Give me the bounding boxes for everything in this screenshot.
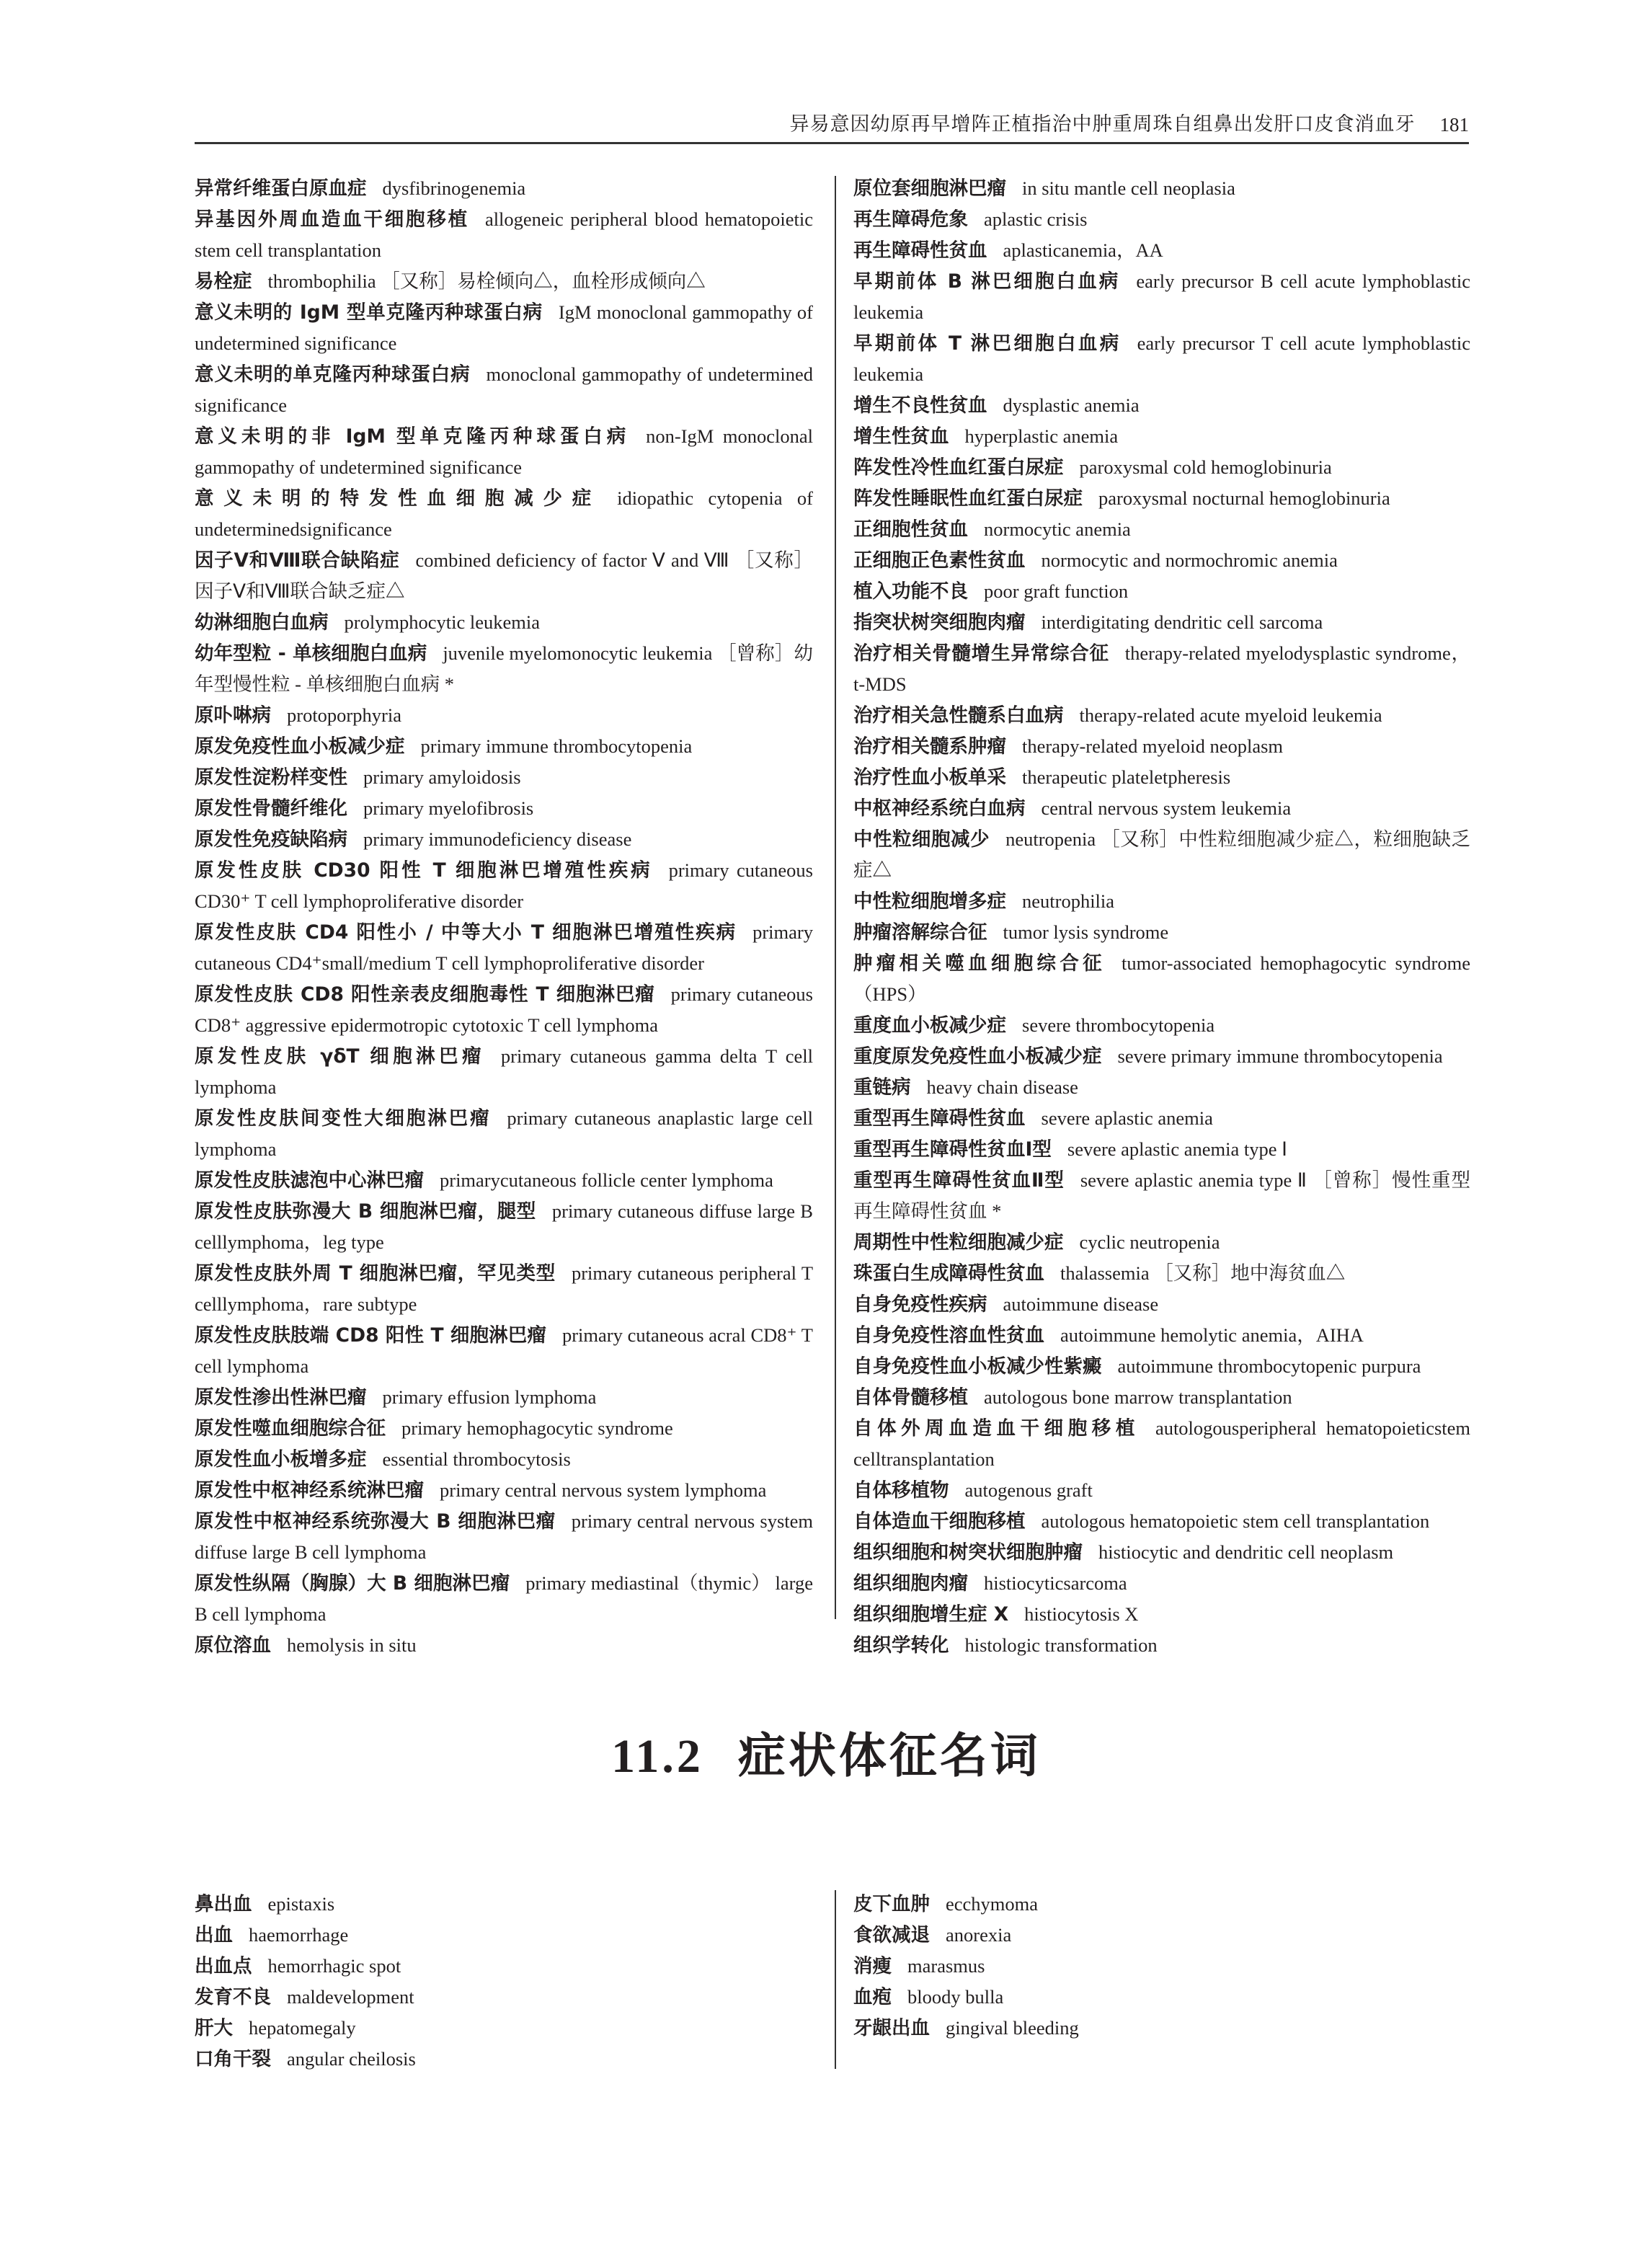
term-english: primary central nervous system diffuse large B cell lymphoma <box>195 1510 813 1563</box>
term-english: protoporphyria <box>287 704 401 726</box>
glossary-entry <box>853 917 1470 948</box>
glossary-entry <box>853 1103 1470 1134</box>
term-english: paroxysmal cold hemoglobinuria <box>1079 456 1332 478</box>
term-chinese: 原发性皮肤间变性大细胞淋巴瘤 <box>195 1107 492 1130</box>
term-english: severe thrombocytopenia <box>1022 1014 1215 1036</box>
term-chinese: 重度血小板减少症 <box>853 1014 1006 1037</box>
term-chinese: 原发性皮肤 CD4 阳性小 / 中等大小 T 细胞淋巴增殖性疾病 <box>195 921 737 944</box>
term-chinese: 发育不良 <box>195 1986 271 2008</box>
term-chinese: 植入功能不良 <box>853 580 968 603</box>
term-english: combined deficiency of factor Ⅴ and Ⅷ ［又称］因子Ⅴ和Ⅷ联合缺乏症△ <box>195 549 814 602</box>
term-chinese: 早期前体 B 淋巴细胞白血病 <box>853 270 1121 293</box>
term-english: monoclonal gammopathy of undetermined significance <box>195 363 814 416</box>
term-english: in situ mantle cell neoplasia <box>1022 177 1235 199</box>
term-english: therapy-related acute myeloid leukemia <box>1079 704 1382 726</box>
term-english: severe aplastic anemia type Ⅱ ［曾称］慢性重型再生障碍性贫血 * <box>853 1169 1470 1222</box>
column-divider <box>835 176 836 1619</box>
term-chinese: 再生障碍性贫血 <box>853 239 987 262</box>
glossary-entry <box>195 917 813 979</box>
glossary-entry <box>195 1041 813 1103</box>
term-chinese: 中性粒细胞减少 <box>853 828 990 851</box>
glossary-entry <box>853 390 1470 421</box>
term-chinese: 阵发性冷性血红蛋白尿症 <box>853 456 1064 479</box>
term-chinese: 组织细胞和树突状细胞肿瘤 <box>853 1541 1083 1564</box>
term-english: aplasticanemia，AA <box>1003 239 1163 261</box>
glossary-entry <box>853 235 1470 266</box>
term-english: severe aplastic anemia <box>1041 1107 1213 1129</box>
term-english: prolymphocytic leukemia <box>344 611 541 633</box>
term-chinese: 因子Ⅴ和Ⅷ联合缺陷症 <box>195 549 400 572</box>
glossary-entry <box>853 1951 1470 1982</box>
term-chinese: 原发性中枢神经系统淋巴瘤 <box>195 1479 424 1502</box>
term-english: thalassemia ［又称］地中海贫血△ <box>1060 1262 1346 1284</box>
term-chinese: 自体骨髓移植 <box>853 1386 968 1409</box>
term-english: gingival bleeding <box>946 2017 1079 2039</box>
term-chinese: 组织学转化 <box>853 1634 949 1657</box>
term-chinese: 幼淋细胞白血病 <box>195 611 329 634</box>
term-english: thrombophilia ［又称］易栓倾向△，血栓形成倾向△ <box>267 270 706 292</box>
term-chinese: 指突状树突细胞肉瘤 <box>853 611 1026 634</box>
glossary-entry <box>853 1072 1470 1103</box>
term-english: bloody bulla <box>907 1986 1004 2008</box>
symptom-column-left <box>195 1889 813 2075</box>
glossary-entry <box>853 1258 1470 1289</box>
glossary-column-left <box>195 173 813 1661</box>
term-english: primary cutaneous anaplastic large cell lymphoma <box>195 1107 813 1160</box>
term-chinese: 原位套细胞淋巴瘤 <box>853 177 1006 200</box>
glossary-entry <box>195 1889 813 1920</box>
term-chinese: 皮下血肿 <box>853 1893 930 1915</box>
column-divider <box>835 1890 836 2069</box>
term-english: heavy chain disease <box>926 1076 1078 1098</box>
term-english: autoimmune disease <box>1003 1293 1159 1315</box>
glossary-entry <box>195 359 813 421</box>
running-header <box>195 107 1469 144</box>
glossary-entry <box>853 793 1470 824</box>
glossary-entry <box>195 1506 813 1568</box>
glossary-entry <box>195 1444 813 1475</box>
term-chinese: 自体外周血造血干细胞移植 <box>853 1417 1140 1440</box>
term-english: severe primary immune thrombocytopenia <box>1117 1045 1443 1067</box>
glossary-entry <box>853 1165 1470 1227</box>
term-chinese: 治疗相关急性髓系白血病 <box>853 704 1064 727</box>
term-chinese: 原发免疫性血小板减少症 <box>195 735 405 758</box>
term-english: interdigitating dendritic cell sarcoma <box>1041 611 1323 633</box>
glossary-entry <box>195 421 813 483</box>
glossary-entry <box>195 607 813 638</box>
term-english: maldevelopment <box>287 1986 414 2008</box>
term-chinese: 周期性中性粒细胞减少症 <box>853 1231 1064 1254</box>
term-english: histiocytosis X <box>1024 1603 1139 1625</box>
glossary-entry <box>853 204 1470 235</box>
term-chinese: 原发性皮肤 γδT 细胞淋巴瘤 <box>195 1045 485 1068</box>
term-english: early precursor B cell acute lymphoblastic leukemia <box>853 270 1471 323</box>
term-english: dysplastic anemia <box>1003 394 1140 416</box>
term-english: therapeutic plateletpheresis <box>1022 766 1231 788</box>
term-english: hyperplastic anemia <box>964 425 1119 447</box>
term-chinese: 重型再生障碍性贫血Ⅰ型 <box>853 1138 1052 1161</box>
glossary-entry <box>195 1475 813 1506</box>
glossary-entry <box>853 1413 1470 1475</box>
term-chinese: 自身免疫性溶血性贫血 <box>853 1324 1044 1347</box>
glossary-entry <box>853 173 1470 204</box>
glossary-entry <box>195 793 813 824</box>
glossary-entry <box>853 1320 1470 1351</box>
glossary-entry <box>195 638 813 700</box>
term-chinese: 中枢神经系统白血病 <box>853 797 1026 820</box>
term-english: primary immunodeficiency disease <box>363 828 632 850</box>
glossary-entry <box>853 731 1470 762</box>
term-english: haemorrhage <box>249 1924 349 1946</box>
term-english: histiocyticsarcoma <box>984 1572 1127 1594</box>
symptom-column-right <box>853 1889 1470 2044</box>
term-english: autologousperipheral hematopoieticstem celltransplantation <box>853 1417 1471 1470</box>
glossary-entry <box>853 1889 1470 1920</box>
term-chinese: 原发性骨髓纤维化 <box>195 797 347 820</box>
glossary-entry <box>195 1258 813 1320</box>
glossary-entry <box>853 266 1470 328</box>
glossary-entry <box>195 731 813 762</box>
page-number: 181 <box>1439 114 1469 136</box>
term-chinese: 原发性皮肤滤泡中心淋巴瘤 <box>195 1169 424 1192</box>
glossary-entry <box>853 1289 1470 1320</box>
term-chinese: 原发性免疫缺陷病 <box>195 828 347 851</box>
term-chinese: 重链病 <box>853 1076 911 1099</box>
glossary-entry <box>195 545 813 607</box>
term-english: autogenous graft <box>964 1479 1093 1501</box>
glossary-entry <box>853 1506 1470 1537</box>
term-english: primary mediastinal（thymic） large B cell lymphoma <box>195 1572 813 1625</box>
term-chinese: 意义未明的单克隆丙种球蛋白病 <box>195 363 471 386</box>
term-english: severe aplastic anemia type Ⅰ <box>1067 1138 1287 1160</box>
term-english: essential thrombocytosis <box>382 1448 571 1470</box>
glossary-entry <box>195 1630 813 1661</box>
term-chinese: 原发性渗出性淋巴瘤 <box>195 1386 367 1409</box>
glossary-entry <box>853 545 1470 576</box>
term-english: primary central nervous system lymphoma <box>440 1479 767 1501</box>
term-english: hemolysis in situ <box>287 1634 417 1656</box>
term-chinese: 原发性中枢神经系统弥漫大 B 细胞淋巴瘤 <box>195 1510 556 1533</box>
term-chinese: 原发性纵隔（胸腺）大 B 细胞淋巴瘤 <box>195 1572 510 1595</box>
glossary-entry <box>195 1165 813 1196</box>
glossary-entry <box>853 762 1470 793</box>
glossary-entry <box>853 514 1470 545</box>
glossary-entry <box>853 948 1470 1010</box>
term-chinese: 正细胞正色素性贫血 <box>853 549 1026 572</box>
term-english: angular cheilosis <box>287 2048 416 2070</box>
glossary-entry <box>195 2044 813 2075</box>
glossary-entry <box>853 1134 1470 1165</box>
term-chinese: 幼年型粒 - 单核细胞白血病 <box>195 642 427 665</box>
term-english: anorexia <box>946 1924 1012 1946</box>
term-chinese: 治疗性血小板单采 <box>853 766 1006 789</box>
term-chinese: 原发性皮肤 CD8 阳性亲表皮细胞毒性 T 细胞淋巴瘤 <box>195 983 655 1006</box>
term-chinese: 自体移植物 <box>853 1479 949 1502</box>
glossary-entry <box>853 1475 1470 1506</box>
term-english: primary cutaneous acral CD8⁺ T cell lymphoma <box>195 1324 813 1377</box>
term-chinese: 再生障碍危象 <box>853 208 968 231</box>
term-chinese: 意义未明的特发性血细胞减少症 <box>195 487 602 510</box>
term-chinese: 组织细胞增生症 X <box>853 1603 1009 1626</box>
term-chinese: 自身免疫性疾病 <box>853 1293 987 1316</box>
term-chinese: 正细胞性贫血 <box>853 518 968 541</box>
term-chinese: 出血点 <box>195 1955 252 1977</box>
term-chinese: 治疗相关髓系肿瘤 <box>853 735 1006 758</box>
term-chinese: 原发性皮肤肢端 CD8 阳性 T 细胞淋巴瘤 <box>195 1324 546 1347</box>
glossary-entry <box>853 1568 1470 1599</box>
glossary-entry <box>195 2013 813 2044</box>
term-english: therapy-related myeloid neoplasm <box>1022 735 1284 757</box>
term-chinese: 异基因外周血造血干细胞移植 <box>195 208 469 231</box>
term-english: poor graft function <box>984 580 1129 602</box>
glossary-entry <box>853 1351 1470 1382</box>
glossary-entry <box>195 979 813 1041</box>
glossary-entry <box>853 1630 1470 1661</box>
term-english: hemorrhagic spot <box>267 1955 401 1977</box>
term-english: central nervous system leukemia <box>1041 797 1292 819</box>
term-english: non-IgM monoclonal gammopathy of undetermined significance <box>195 425 814 478</box>
term-english: hepatomegaly <box>249 2017 356 2039</box>
term-chinese: 原发性噬血细胞综合征 <box>195 1417 386 1440</box>
term-english: tumor lysis syndrome <box>1003 921 1169 943</box>
glossary-entry <box>195 297 813 359</box>
term-chinese: 易栓症 <box>195 270 252 293</box>
glossary-entry <box>195 762 813 793</box>
term-chinese: 牙龈出血 <box>853 2017 930 2039</box>
term-english: normocytic anemia <box>984 518 1131 540</box>
glossary-entry <box>195 1196 813 1258</box>
term-chinese: 原位溶血 <box>195 1634 271 1657</box>
term-english: primarycutaneous follicle center lymphoma <box>440 1169 773 1191</box>
term-chinese: 原卟啉病 <box>195 704 271 727</box>
glossary-entry <box>853 1010 1470 1041</box>
term-chinese: 早期前体 T 淋巴细胞白血病 <box>853 332 1122 355</box>
glossary-entry <box>853 886 1470 917</box>
glossary-entry <box>853 421 1470 452</box>
term-english: primary cutaneous gamma delta T cell lymphoma <box>195 1045 813 1098</box>
glossary-entry <box>195 1568 813 1630</box>
term-english: primary myelofibrosis <box>363 797 534 819</box>
term-english: idiopathic cytopenia of undeterminedsignificance <box>195 487 814 540</box>
term-chinese: 组织细胞肉瘤 <box>853 1572 968 1595</box>
term-chinese: 原发性皮肤弥漫大 B 细胞淋巴瘤，腿型 <box>195 1200 536 1223</box>
term-chinese: 中性粒细胞增多症 <box>853 890 1006 913</box>
term-chinese: 口角干裂 <box>195 2048 271 2070</box>
term-chinese: 原发性皮肤外周 T 细胞淋巴瘤，罕见类型 <box>195 1262 556 1285</box>
term-english: autologous hematopoietic stem cell transplantation <box>1041 1510 1430 1532</box>
glossary-entry <box>853 824 1470 886</box>
term-chinese: 肿瘤溶解综合征 <box>853 921 987 944</box>
term-english: histiocytic and dendritic cell neoplasm <box>1098 1541 1394 1563</box>
glossary-entry <box>853 1537 1470 1568</box>
term-english: histologic transformation <box>964 1634 1158 1656</box>
glossary-entry <box>853 576 1470 607</box>
term-english: ecchymoma <box>946 1893 1039 1915</box>
glossary-entry <box>853 1227 1470 1258</box>
glossary-entry <box>853 452 1470 483</box>
term-english: primary cutaneous CD8⁺ aggressive epidermotropic cytotoxic T cell lymphoma <box>195 983 813 1036</box>
term-chinese: 自身免疫性血小板减少性紫癜 <box>853 1355 1102 1378</box>
term-english: autologous bone marrow transplantation <box>984 1386 1292 1408</box>
section-number: 11.2 <box>611 1730 703 1783</box>
term-english: marasmus <box>907 1955 985 1977</box>
term-chinese: 食欲减退 <box>853 1924 930 1946</box>
glossary-entry <box>853 328 1470 390</box>
term-chinese: 治疗相关骨髓增生异常综合征 <box>853 642 1109 665</box>
term-chinese: 意义未明的 IgM 型单克隆丙种球蛋白病 <box>195 301 543 324</box>
glossary-entry <box>195 1320 813 1382</box>
glossary-entry <box>195 266 813 297</box>
term-chinese: 增生性贫血 <box>853 425 949 448</box>
term-chinese: 肝大 <box>195 2017 233 2039</box>
term-chinese: 出血 <box>195 1924 233 1946</box>
term-english: therapy-related myelodysplastic syndrome，t-MDS <box>853 642 1471 695</box>
glossary-entry <box>195 824 813 855</box>
term-english: primary amyloidosis <box>363 766 521 788</box>
glossary-entry <box>195 204 813 266</box>
term-english: paroxysmal nocturnal hemoglobinuria <box>1098 487 1390 509</box>
term-chinese: 重度原发免疫性血小板减少症 <box>853 1045 1102 1068</box>
term-chinese: 原发性淀粉样变性 <box>195 766 347 789</box>
glossary-entry <box>195 483 813 545</box>
glossary-entry <box>853 1982 1470 2013</box>
term-english: cyclic neutropenia <box>1079 1231 1220 1253</box>
term-english: primary cutaneous CD30⁺ T cell lymphoproliferative disorder <box>195 859 813 912</box>
term-english: neutropenia ［又称］中性粒细胞减少症△，粒细胞缺乏症△ <box>853 828 1470 881</box>
glossary-entry <box>195 1951 813 1982</box>
section-title: 症状体征名词 <box>737 1727 1041 1783</box>
term-chinese: 消瘦 <box>853 1955 892 1977</box>
term-english: tumor-associated hemophagocytic syndrome（HPS） <box>853 952 1471 1005</box>
term-chinese: 鼻出血 <box>195 1893 252 1915</box>
term-chinese: 血疱 <box>853 1986 892 2008</box>
glossary-entry <box>853 2013 1470 2044</box>
glossary-column-right <box>853 173 1470 1661</box>
term-english: aplastic crisis <box>984 208 1088 230</box>
term-chinese: 阵发性睡眠性血红蛋白尿症 <box>853 487 1083 510</box>
glossary-entry <box>195 173 813 204</box>
section-heading <box>0 1717 1652 1786</box>
term-chinese: 重型再生障碍性贫血Ⅱ型 <box>853 1169 1065 1192</box>
glossary-entry <box>195 1103 813 1165</box>
glossary-entry <box>195 855 813 917</box>
term-english: primary immune thrombocytopenia <box>420 735 693 757</box>
term-english: dysfibrinogenemia <box>382 177 526 199</box>
term-chinese: 肿瘤相关噬血细胞综合征 <box>853 952 1106 975</box>
term-chinese: 原发性皮肤 CD30 阳性 T 细胞淋巴增殖性疾病 <box>195 859 653 882</box>
glossary-entry <box>853 1041 1470 1072</box>
glossary-entry <box>195 1382 813 1413</box>
term-english: early precursor T cell acute lymphoblastic leukemia <box>853 332 1470 385</box>
glossary-entry <box>853 1382 1470 1413</box>
term-chinese: 重型再生障碍性贫血 <box>853 1107 1026 1130</box>
term-english: primary cutaneous CD4⁺small/medium T cell lymphoproliferative disorder <box>195 921 813 974</box>
term-english: neutrophilia <box>1022 890 1115 912</box>
glossary-entry <box>195 1982 813 2013</box>
term-english: juvenile myelomonocytic leukemia ［曾称］幼年型慢性粒 - 单核细胞白血病 * <box>195 642 813 695</box>
term-english: IgM monoclonal gammopathy of undetermined significance <box>195 301 814 354</box>
glossary-entry <box>853 700 1470 731</box>
term-chinese: 原发性血小板增多症 <box>195 1448 367 1471</box>
term-chinese: 增生不良性贫血 <box>853 394 987 417</box>
term-english: primary cutaneous peripheral T celllymphoma，rare subtype <box>195 1262 814 1315</box>
term-english: primary effusion lymphoma <box>382 1386 597 1408</box>
term-english: autoimmune thrombocytopenic purpura <box>1117 1355 1421 1377</box>
header-title: 异易意因幼原再早增阵正植指治中肿重周珠自组鼻出发肝口皮食消血牙 <box>789 113 1416 136</box>
term-chinese: 异常纤维蛋白原血症 <box>195 177 367 200</box>
glossary-entry <box>853 638 1470 700</box>
term-chinese: 意义未明的非 IgM 型单克隆丙种球蛋白病 <box>195 425 631 448</box>
glossary-entry <box>195 700 813 731</box>
glossary-entry <box>853 483 1470 514</box>
glossary-entry <box>853 607 1470 638</box>
term-english: allogeneic peripheral blood hematopoietic stem cell transplantation <box>195 208 813 261</box>
glossary-entry <box>195 1413 813 1444</box>
term-english: primary hemophagocytic syndrome <box>401 1417 673 1439</box>
glossary-entry <box>853 1599 1470 1630</box>
term-english: epistaxis <box>267 1893 335 1915</box>
term-chinese: 珠蛋白生成障碍性贫血 <box>853 1262 1044 1285</box>
term-english: primary cutaneous diffuse large B celllymphoma，leg type <box>195 1200 813 1253</box>
glossary-entry <box>195 1920 813 1951</box>
term-english: autoimmune hemolytic anemia，AIHA <box>1060 1324 1364 1346</box>
term-chinese: 自体造血干细胞移植 <box>853 1510 1026 1533</box>
term-english: normocytic and normochromic anemia <box>1041 549 1338 571</box>
glossary-entry <box>853 1920 1470 1951</box>
